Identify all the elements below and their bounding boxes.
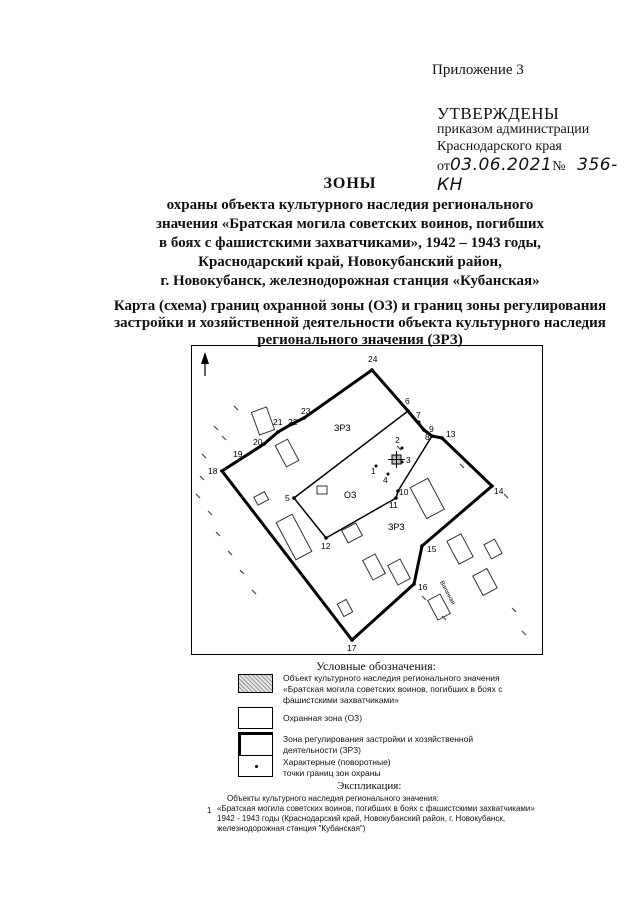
legend-line: деятельности (ЗРЗ) <box>283 745 362 755</box>
point-label-7: 7 <box>416 410 421 420</box>
point-label-3: 3 <box>406 455 411 465</box>
point-label-18: 18 <box>208 466 218 476</box>
legend-swatch-oz <box>238 707 273 729</box>
explication-line: 1942 - 1943 годы (Краснодарский край, Новокубанский район, г. Новокубанск, <box>217 814 506 823</box>
point-label-15: 15 <box>427 544 437 554</box>
terrain-marks <box>196 406 526 635</box>
title-line-5: г. Новокубанск, железнодорожная станция «Кубанская» <box>160 273 540 289</box>
legend-item-oz <box>283 713 362 724</box>
legend-item-zrz <box>283 734 473 756</box>
point-label-12: 12 <box>321 541 331 551</box>
handwritten-number: 356-КН <box>437 155 618 195</box>
map-caption-line-1: Карта (схема) границ охранной зоны (ОЗ) и границ зоны регулирования <box>113 298 607 314</box>
legend-line: Характерные (поворотные) <box>283 757 391 767</box>
handwritten-date: 03.06.2021 <box>449 155 553 175</box>
legend-line: Зона регулирования застройки и хозяйственной <box>283 734 474 744</box>
point-label-19: 19 <box>233 449 243 459</box>
point-label-1: 1 <box>371 466 376 476</box>
appendix-number: Приложение 3 <box>432 62 524 78</box>
point-label-2: 2 <box>395 435 400 445</box>
legend-line: фашистскими захватчиками» <box>283 695 399 705</box>
point-label-24: 24 <box>368 354 378 364</box>
zone-label-zrz-north: ЗРЗ <box>334 423 351 433</box>
number-prefix: № <box>552 159 566 174</box>
legend-line: Охранная зона (ОЗ) <box>283 713 363 723</box>
point-label-20: 20 <box>253 437 263 447</box>
date-prefix: от <box>437 159 450 174</box>
point-label-10: 10 <box>399 487 409 497</box>
zone-map <box>191 345 543 655</box>
point-label-8: 8 <box>425 432 430 442</box>
explication-line: железнодорожная станция "Кубанская") <box>217 824 366 833</box>
point-label-5: 5 <box>285 493 290 503</box>
legend-item-points <box>283 757 391 779</box>
point-label-22: 22 <box>288 417 298 427</box>
legend-title: Условные обозначения: <box>316 659 437 673</box>
explication-line: «Братская могила советских воинов, погибших в боях с фашистскими захватчиками» <box>217 804 535 813</box>
title-line-1: охраны объекта культурного наследия регионального <box>166 197 534 213</box>
point-label-4: 4 <box>383 475 388 485</box>
zone-label-zrz-south: ЗРЗ <box>388 522 405 532</box>
legend-line: Объект культурного наследия регионального значения <box>283 673 500 683</box>
point-label-16: 16 <box>418 582 428 592</box>
point-label-23: 23 <box>301 406 311 416</box>
oz-boundary <box>294 411 432 538</box>
explication-item-number: 1 <box>207 806 212 815</box>
legend-swatch-points <box>238 755 273 777</box>
title-line-4: Краснодарский край, Новокубанский район, <box>198 254 502 270</box>
zone-label-oz: ОЗ <box>344 490 357 500</box>
point-label-13: 13 <box>446 429 456 439</box>
legend-line: точки границ зон охраны <box>283 768 381 778</box>
explication-item <box>217 804 535 834</box>
order-line-1: приказом администрации <box>437 122 590 137</box>
order-line-2: Краснодарского края <box>437 139 562 154</box>
title-line-3: в боях с фашистскими захватчиками», 1942 – 1943 годы, <box>159 235 541 251</box>
point-label-6: 6 <box>405 396 410 406</box>
title-line-2: значения «Братская могила советских воинов, погибших <box>155 216 545 232</box>
point-label-21: 21 <box>273 417 283 427</box>
surrounding-buildings <box>251 407 502 620</box>
legend-line: «Братская могила советских воинов, погибших в боях с <box>283 684 503 694</box>
point-label-9: 9 <box>429 424 434 434</box>
map-caption-line-3: регионального значения (ЗРЗ) <box>257 332 463 348</box>
zones-heading: ЗОНЫ <box>323 175 377 192</box>
legend-item-monument <box>283 673 502 706</box>
explication-title: Экспликация: <box>337 780 402 792</box>
map-caption-line-2: застройки и хозяйственной деятельности объекта культурного наследия <box>114 315 606 331</box>
legend-swatch-monument <box>238 674 273 693</box>
explication-subtitle: Объекты культурного наследия регионального значения: <box>227 794 439 803</box>
point-label-14: 14 <box>494 486 504 496</box>
monument-object <box>388 451 405 468</box>
street-label: Вагонная <box>438 580 456 606</box>
legend-swatch-zrz <box>238 732 273 756</box>
point-dot-icon <box>255 765 258 768</box>
north-arrow-icon <box>201 352 209 376</box>
point-label-17: 17 <box>347 643 357 653</box>
point-label-11: 11 <box>389 500 398 510</box>
zone-map-svg <box>192 346 542 654</box>
approved-stamp: УТВЕРЖДЕНЫ <box>437 104 560 123</box>
